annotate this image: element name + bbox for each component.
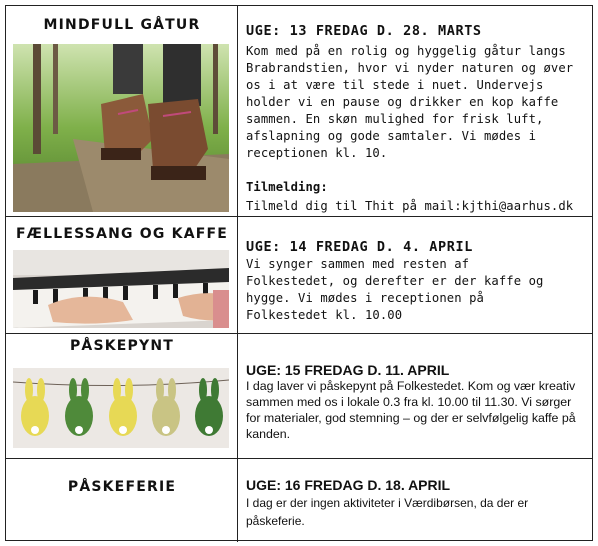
- event-heading: UGE: 16 FREDAG D. 18. APRIL: [246, 477, 451, 493]
- event-heading: UGE: 15 FREDAG D. 11. APRIL: [246, 362, 450, 378]
- event-title: PÅSKEPYNT: [69, 338, 175, 354]
- event-title: PÅSKEFERIE: [67, 479, 177, 495]
- event-right-cell: [238, 217, 592, 333]
- event-heading: UGE: 14 FREDAG D. 4. APRIL: [246, 239, 473, 255]
- event-title: FÆLLESSANG OG KAFFE: [15, 226, 229, 242]
- event-row-paaskeferie: [6, 459, 592, 542]
- event-description: Kom med på en rolig og hyggelig gåtur langs Brabrandstien, hvor vi nyder naturen og øver os i at være til stede i nuet. Undervejs holder vi en pause og drikker en kop kaffe sammen. En skøn mulighed for frisk luft, afslapning og gode samtaler. Vi mødes i receptionen kl. 10.: [246, 44, 574, 160]
- event-right-cell: [238, 6, 592, 216]
- event-row-paaskepynt: [6, 334, 592, 459]
- signup-text: Tilmeld dig til Thit på mail:kjthi@aarhus.dk: [246, 199, 574, 213]
- signup-label: Tilmelding:: [246, 180, 328, 194]
- event-left-cell: [6, 6, 238, 216]
- event-row-mindfull-gatur: [6, 6, 592, 217]
- event-calendar-table: [5, 5, 593, 541]
- piano-hands-photo: [13, 250, 229, 328]
- event-heading: UGE: 13 FREDAG D. 28. MARTS: [246, 23, 482, 39]
- hiking-boots-photo: [13, 44, 229, 212]
- event-description: Vi synger sammen med resten af Folkestedet, og derefter er der kaffe og hygge. Vi mødes i receptionen på Folkestedet kl. 10.00: [246, 257, 544, 322]
- event-row-faellessang: [6, 217, 592, 334]
- easter-bunny-garland-photo: [13, 368, 229, 448]
- event-right-cell: [238, 459, 592, 542]
- event-right-cell: [238, 334, 592, 458]
- event-description: I dag er der ingen aktiviteter i Værdibørsen, da der er påskeferie.: [246, 496, 529, 528]
- event-left-cell: [6, 217, 238, 333]
- event-description: I dag laver vi påskepynt på Folkestedet. Kom og vær kreativ sammen med os i lokale 0.3 fra kl. 10.00 til 11.30. Vi sørger for materialer, god stemning – og der er selvfølgelig kaffe på kanden.: [246, 379, 576, 441]
- event-left-cell: [6, 459, 238, 542]
- event-title: MINDFULL GÅTUR: [43, 17, 201, 33]
- event-left-cell: [6, 334, 238, 458]
